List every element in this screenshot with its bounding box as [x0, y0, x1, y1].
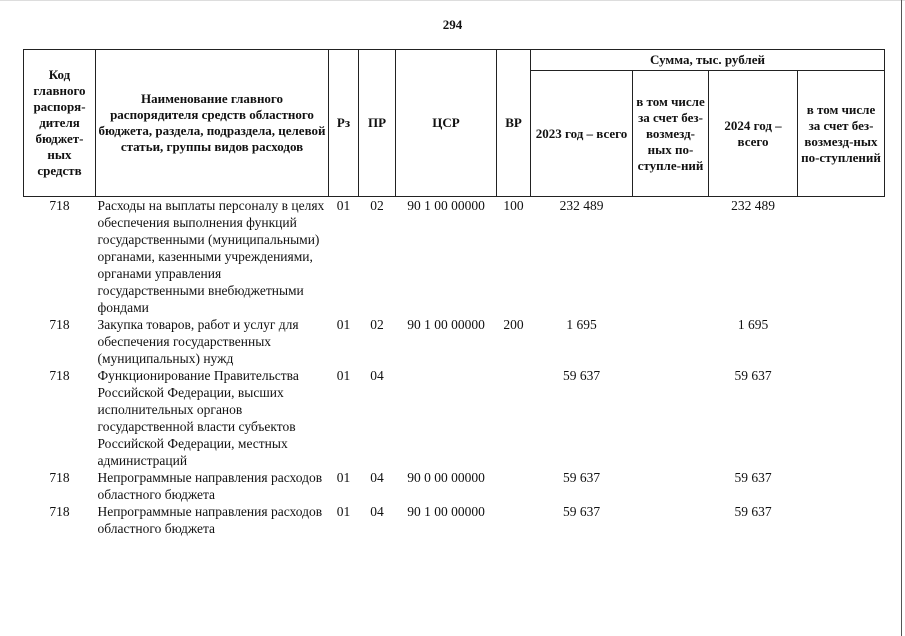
row-vr	[497, 469, 531, 503]
header-code: Код главного распоря-дителя бюджет-ных средств	[24, 50, 96, 197]
row-2023-free	[633, 367, 709, 469]
row-code: 718	[49, 504, 70, 519]
scan-right-edge	[901, 0, 902, 636]
table-row	[24, 469, 885, 503]
row-2024-free	[798, 503, 885, 537]
row-2023-total: 59 637	[562, 504, 601, 519]
row-2023-total: 59 637	[562, 368, 601, 383]
row-vr: 100	[503, 198, 524, 213]
row-2024-total: 232 489	[731, 198, 775, 213]
row-vr: 200	[503, 317, 524, 332]
row-rz: 01	[336, 504, 351, 519]
header-2024-total: 2024 год – всего	[709, 71, 798, 197]
row-code: 718	[49, 198, 70, 213]
row-pr: 02	[370, 198, 384, 213]
row-2023-total: 1 695	[566, 317, 597, 332]
scan-top-edge	[0, 0, 905, 1]
header-csr: ЦСР	[396, 50, 497, 197]
row-pr: 02	[370, 317, 384, 332]
budget-table	[23, 49, 885, 537]
row-name: Закупка товаров, работ и услуг для обеспечения государственных (муниципальных) нужд	[97, 317, 299, 366]
row-2024-free	[798, 367, 885, 469]
row-name: Непрограммные направления расходов областного бюджета	[97, 470, 323, 502]
row-csr: 90 0 00 00000	[407, 470, 485, 485]
row-csr: 90 1 00 00000	[407, 317, 485, 332]
row-2024-total: 59 637	[734, 504, 772, 519]
row-rz: 01	[336, 198, 351, 213]
page-number: 294	[442, 17, 463, 32]
header-sum: Сумма, тыс. рублей	[531, 50, 885, 71]
table-row	[24, 503, 885, 537]
row-rz: 01	[336, 368, 351, 383]
header-vr: ВР	[497, 50, 531, 197]
row-2023-total: 59 637	[562, 470, 601, 485]
header-2023-total: 2023 год – всего	[531, 71, 633, 197]
row-2024-total: 59 637	[734, 470, 772, 485]
row-pr: 04	[370, 368, 384, 383]
row-csr	[396, 367, 497, 469]
table-row	[24, 316, 885, 367]
row-name: Непрограммные направления расходов областного бюджета	[97, 504, 323, 536]
row-2023-free	[633, 469, 709, 503]
row-vr	[497, 367, 531, 469]
row-rz: 01	[336, 470, 351, 485]
row-pr: 04	[370, 504, 384, 519]
table-row	[24, 197, 885, 317]
header-pr: ПР	[359, 50, 396, 197]
table-row	[24, 367, 885, 469]
row-2024-free	[798, 197, 885, 317]
row-2024-total: 59 637	[734, 368, 772, 383]
header-2023-free: в том числе за счет без-возмезд-ных по-ступле-ний	[633, 71, 709, 197]
row-2024-free	[798, 316, 885, 367]
row-code: 718	[49, 470, 70, 485]
row-csr: 90 1 00 00000	[407, 504, 485, 519]
row-csr: 90 1 00 00000	[407, 198, 485, 213]
row-rz: 01	[336, 317, 351, 332]
row-code: 718	[49, 368, 70, 383]
row-2023-free	[633, 503, 709, 537]
row-2024-total: 1 695	[737, 317, 769, 332]
row-2023-free	[633, 316, 709, 367]
row-vr	[497, 503, 531, 537]
row-2024-free	[798, 469, 885, 503]
row-name: Функционирование Правительства Российской Федерации, высших исполнительных органов государственной власти субъектов Российской Федерации, местных администраций	[97, 368, 299, 468]
header-rz: Рз	[329, 50, 359, 197]
row-code: 718	[49, 317, 70, 332]
header-2024-free: в том числе за счет без-возмезд-ных по-ступлений	[798, 71, 885, 197]
row-2023-free	[633, 197, 709, 317]
header-name: Наименование главного распорядителя средств областного бюджета, раздела, подраздела, целевой статьи, группы видов расходов	[96, 50, 329, 197]
row-pr: 04	[370, 470, 384, 485]
row-name: Расходы на выплаты персоналу в целях обеспечения выполнения функций государственными (муниципальными) органами, казенными учреждениями, органами управления государственными внебюджетными фондами	[97, 198, 325, 315]
row-2023-total: 232 489	[559, 198, 604, 213]
